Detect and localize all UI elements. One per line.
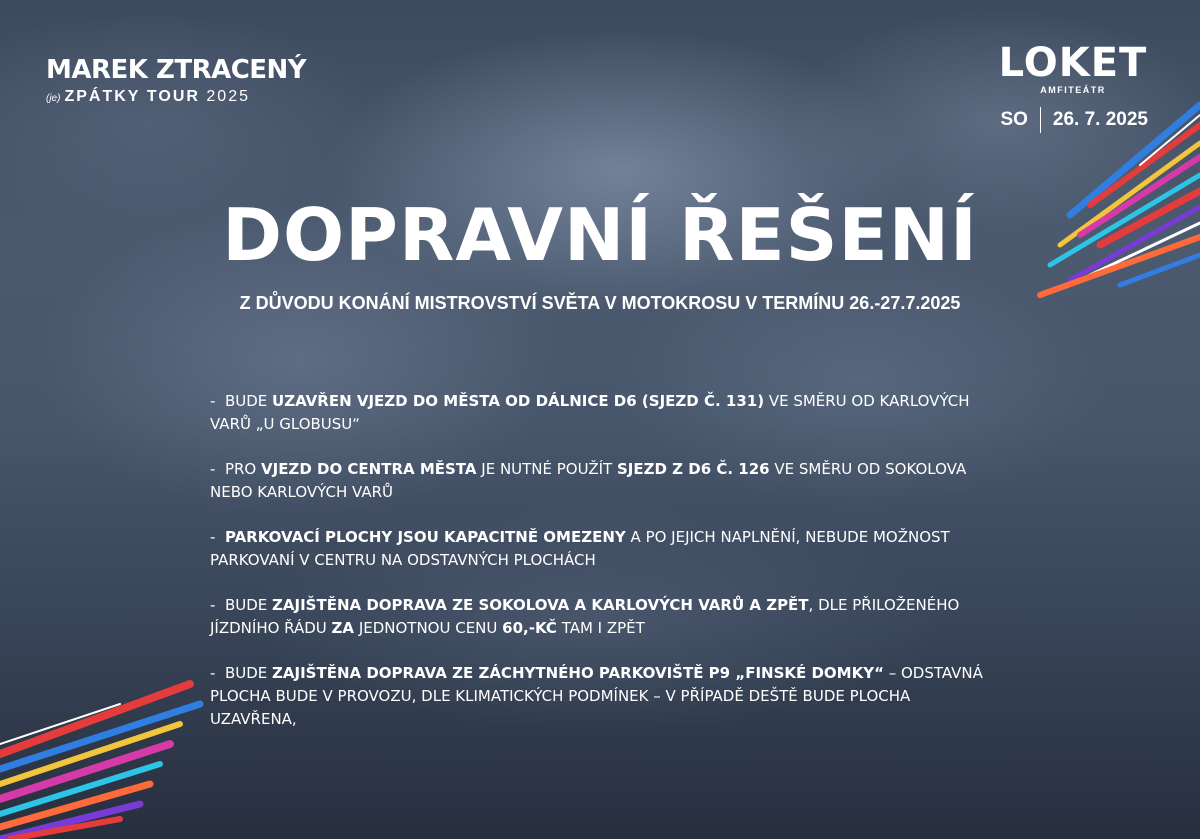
tour-year: 2025 [206,88,250,105]
venue-name: LOKET [998,40,1148,86]
emphasis-text: UZAVŘEN VJEZD DO MĚSTA OD DÁLNICE D6 (SJEZD Č. 131) [272,392,765,410]
venue-subtitle: AMFITEÁTR [1040,85,1106,95]
body-text: JE NUTNÉ POUŽÍT [476,460,617,478]
page-title: DOPRAVNÍ ŘEŠENÍ [222,193,978,277]
body-text: VE SMĚRU OD KARLOVÝCH VARŮ „U GLOBUSU“ [210,392,970,433]
bullet-dash: - [210,596,225,614]
event-day: SO [1000,109,1028,130]
tour-word: TOUR [146,88,200,105]
body-text: BUDE [224,392,273,410]
tour-name [46,88,306,106]
emphasis-text: 60,-KČ [502,619,557,637]
body-text: BUDE [224,664,273,682]
info-item [210,526,1000,572]
body-text: JEDNOTNOU CENU [354,619,503,637]
info-item [210,458,1000,504]
emphasis-text: ZA [331,619,355,637]
body-text: A PO JEJICH NAPLNĚNÍ, NEBUDE MOŽNOST PARKOVANÍ V CENTRU NA ODSTAVNÝCH PLOCHÁCH [210,528,950,569]
emphasis-text: ZAJIŠTĚNA DOPRAVA ZE SOKOLOVA A KARLOVÝCH VARŮ A ZPĚT [272,596,809,614]
emphasis-text: PARKOVACÍ PLOCHY JSOU KAPACITNĚ OMEZENY [224,528,626,546]
body-text: PRO [224,460,261,478]
bullet-dash: - [210,460,225,478]
bullet-dash: - [210,528,225,546]
body-text: BUDE [224,596,273,614]
tour-zpatky: ZPÁTKY [64,88,141,105]
tour-je: (je) [46,93,61,104]
body-text: – ODSTAVNÁ PLOCHA BUDE V PROVOZU, DLE KLIMATICKÝCH PODMÍNEK – V PŘÍPADĚ DEŠTĚ BUDE PLOCHA UZAVŘENA, [210,664,983,728]
bullet-dash: - [210,392,225,410]
emphasis-text: SJEZD Z D6 Č. 126 [616,460,770,478]
page-subtitle: Z DŮVODU KONÁNÍ MISTROVSTVÍ SVĚTA V MOTOKROSU V TERMÍNU 26.-27.7.2025 [239,293,961,313]
date-divider [1040,107,1041,133]
event-date [998,107,1148,133]
bullet-dash: - [210,664,225,682]
artist-name: MAREK ZTRACENÝ [46,55,307,85]
venue-block [998,42,1148,133]
emphasis-text: VJEZD DO CENTRA MĚSTA [261,460,477,478]
body-text: , DLE PŘILOŽENÉHO JÍZDNÍHO ŘÁDU [210,596,960,637]
info-item [210,390,1000,436]
brand-logo [46,56,306,106]
event-date-value: 26. 7. 2025 [1052,109,1148,130]
body-text: VE SMĚRU OD SOKOLOVA NEBO KARLOVÝCH VARŮ [210,460,967,501]
info-item [210,594,1000,640]
body-text: TAM I ZPĚT [556,619,645,637]
emphasis-text: ZAJIŠTĚNA DOPRAVA ZE ZÁCHYTNÉHO PARKOVIŠTĚ P9 „FINSKÉ DOMKY“ [272,664,884,682]
info-list [210,390,1000,753]
paint-streaks-graphic [0,664,210,839]
info-item [210,662,1000,731]
